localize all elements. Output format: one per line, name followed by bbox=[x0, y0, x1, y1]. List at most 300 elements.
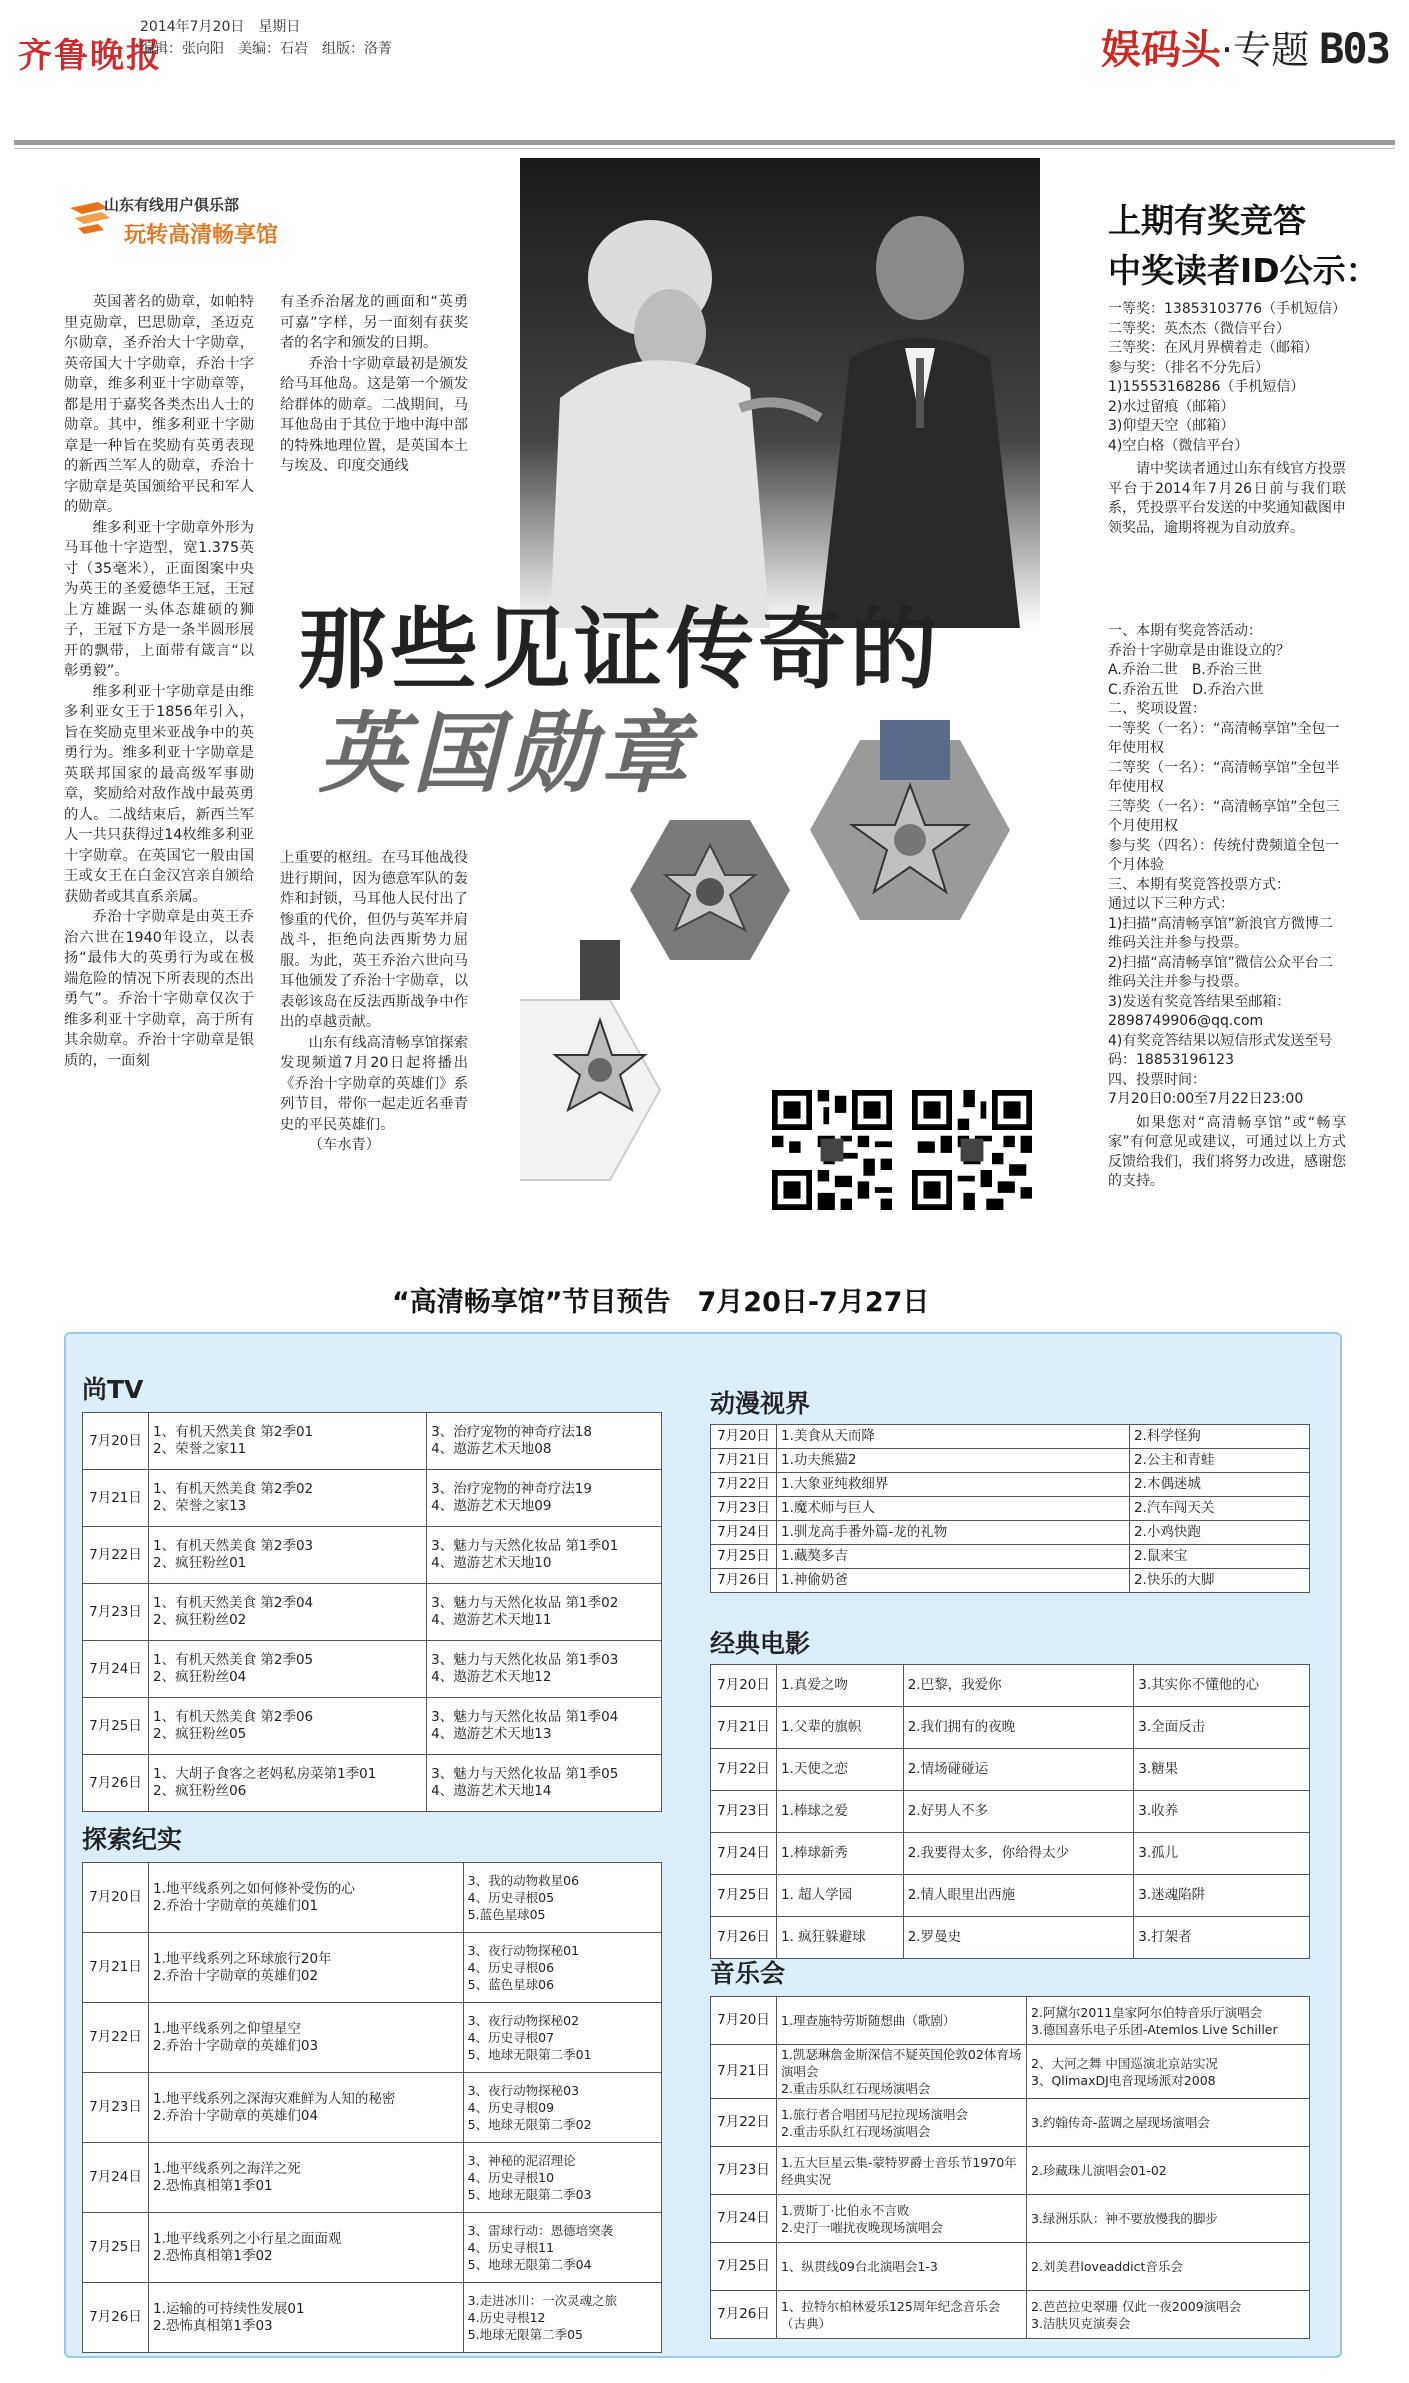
program-entry: 7月25日 bbox=[717, 1887, 770, 1903]
schedule-date bbox=[711, 1791, 777, 1833]
program-entry: 2.恐怖真相第1季03 bbox=[153, 2317, 273, 2334]
program-entry: 2、疯狂粉丝02 bbox=[153, 1612, 247, 1628]
program-entry: 1.理查施特劳斯随想曲（歌剧） bbox=[781, 2013, 956, 2028]
program-entry: 7月26日 bbox=[717, 2306, 770, 2322]
schedule-row bbox=[711, 2147, 1310, 2195]
schedule-date bbox=[711, 1875, 777, 1917]
program-cell bbox=[1134, 1665, 1310, 1707]
program-cell bbox=[777, 1791, 904, 1833]
schedule-row bbox=[83, 1413, 662, 1470]
program-entry: 4、遨游艺术天地12 bbox=[431, 1669, 552, 1685]
program-cell bbox=[149, 1933, 464, 2003]
schedule-row bbox=[711, 1521, 1310, 1545]
program-cell bbox=[777, 1707, 904, 1749]
program-cell bbox=[777, 1569, 1130, 1593]
program-entry: 3、魅力与天然化妆品 第1季01 bbox=[431, 1538, 619, 1554]
quiz-line: 二等奖（一名）：“高清畅享馆”全包半年使用权 bbox=[1108, 759, 1340, 795]
weibo-qr-code[interactable] bbox=[772, 1090, 892, 1210]
program-cell bbox=[903, 1665, 1134, 1707]
program-entry: 1、有机天然美食 第2季03 bbox=[153, 1538, 314, 1554]
program-entry: 3.迷魂陷阱 bbox=[1138, 1887, 1206, 1903]
program-entry: 2.重击乐队红石现场演唱会 bbox=[781, 2123, 931, 2139]
winner-entry: 二等奖：英杰杰（微信平台） bbox=[1108, 320, 1290, 337]
schedule-row bbox=[711, 1875, 1310, 1917]
program-entry: 7月25日 bbox=[717, 2258, 770, 2274]
program-cell bbox=[1134, 1791, 1310, 1833]
program-cell bbox=[777, 1917, 904, 1959]
headline-line-2: 英国勋章 bbox=[318, 702, 695, 805]
program-entry: 1.贾斯丁·比伯永不言败 bbox=[781, 2202, 910, 2218]
schedule-date bbox=[711, 1833, 777, 1875]
quiz-line: 2)扫描“高清畅享馆”微信公众平台二维码关注并参与投票。 bbox=[1108, 954, 1333, 990]
program-entry: 4、遨游艺术天地09 bbox=[431, 1498, 552, 1514]
schedule-date bbox=[83, 1698, 149, 1755]
program-cell bbox=[1129, 1497, 1309, 1521]
program-entry: 5、地球无限第二季02 bbox=[467, 2117, 592, 2132]
quiz-closing: 如果您对“高清畅享馆”或“畅享家”有何意见或建议，可通过以上方式反馈给我们，我们将努力改进，感谢您的支持。 bbox=[1108, 1114, 1346, 1189]
program-entry: 4、遨游艺术天地08 bbox=[431, 1441, 552, 1457]
quiz-line: 一等奖（一名）：“高清畅享馆”全包一年使用权 bbox=[1108, 720, 1340, 756]
article-paragraph: 有圣乔治屠龙的画面和“英勇可嘉”字样，另一面刻有获奖者的名字和颁发的日期。 bbox=[280, 294, 468, 351]
program-entry: 1.地平线系列之如何修补受伤的心 bbox=[153, 1880, 355, 1897]
program-entry: 7月26日 bbox=[717, 1572, 770, 1588]
program-entry: 2.木偶迷城 bbox=[1133, 1476, 1201, 1492]
program-cell bbox=[149, 1698, 427, 1755]
program-entry: 1、纵贯线09台北演唱会1-3 bbox=[781, 2259, 938, 2274]
winner-entry: 一等奖：13853103776（手机短信） bbox=[1108, 301, 1346, 317]
schedule-date bbox=[83, 1863, 149, 1933]
program-entry: 1.棒球之爱 bbox=[781, 1803, 848, 1819]
program-entry: 2.罗曼史 bbox=[907, 1929, 962, 1945]
section-header bbox=[1101, 18, 1389, 75]
program-entry: 1.驯龙高手番外篇-龙的礼物 bbox=[781, 1524, 948, 1540]
program-cell bbox=[777, 1449, 1130, 1473]
club-name: 山东有线用户俱乐部 bbox=[104, 196, 240, 214]
music-title: 音乐会 bbox=[710, 1959, 786, 1988]
program-entry: 7月23日 bbox=[89, 1603, 142, 1620]
program-cell bbox=[427, 1413, 662, 1470]
quiz-line: 四、投票时间： bbox=[1108, 1071, 1206, 1088]
program-cell bbox=[1027, 2291, 1310, 2339]
program-entry: 2、疯狂粉丝01 bbox=[153, 1555, 247, 1571]
schedule-date bbox=[83, 2143, 149, 2213]
program-cell bbox=[149, 1641, 427, 1698]
article-paragraph: 维多利亚十字勋章是由维多利亚女王于1856年引入，旨在奖励克里米亚战争中的英勇行为。维多利亚十字勋章是英联邦国家的最高级军事勋章，奖励给对敌作战中最英勇的人。二战结束后，新西兰军人一共只获得过14枚维多利亚十字勋章。在英国它一般由国王或女王在白金汉宫亲自颁给获勋者或其直系亲属。 bbox=[64, 683, 254, 905]
program-entry: 1、有机天然美食 第2季01 bbox=[153, 1424, 314, 1440]
program-entry: 1、有机天然美食 第2季02 bbox=[153, 1481, 314, 1497]
wechat-qr-code[interactable] bbox=[912, 1090, 1032, 1210]
schedule-row bbox=[83, 2003, 662, 2073]
program-entry: 7月22日 bbox=[89, 2029, 142, 2045]
schedule-row bbox=[711, 1473, 1310, 1497]
program-cell bbox=[149, 2003, 464, 2073]
program-entry: 2.刘美君loveaddict音乐会 bbox=[1031, 2259, 1183, 2274]
program-entry: 2.恐怖真相第1季02 bbox=[153, 2247, 273, 2264]
program-entry: 1、有机天然美食 第2季05 bbox=[153, 1652, 314, 1668]
program-cell bbox=[903, 1833, 1134, 1875]
header-rule bbox=[14, 140, 1395, 145]
program-cell bbox=[1134, 1875, 1310, 1917]
schedule-date bbox=[711, 2045, 777, 2099]
program-entry: 2、大河之舞 中国巡演北京站实况 bbox=[1031, 2055, 1218, 2071]
program-entry: 1、有机天然美食 第2季06 bbox=[153, 1709, 314, 1725]
schedule-date bbox=[711, 1425, 777, 1449]
program-entry: 1.地平线系列之小行星之面面观 bbox=[153, 2230, 342, 2247]
quiz-line: A.乔治二世 B.乔治三世 bbox=[1108, 662, 1262, 678]
schedule-row bbox=[83, 2283, 662, 2353]
program-entry: 2.史汀一嗺扰夜晚现场演唱会 bbox=[781, 2219, 943, 2235]
program-entry: 7月26日 bbox=[717, 1929, 770, 1945]
program-cell bbox=[903, 1875, 1134, 1917]
schedule-row bbox=[711, 1449, 1310, 1473]
program-entry: 7月20日 bbox=[89, 1432, 142, 1449]
program-entry: 2.公主和青蛙 bbox=[1133, 1452, 1215, 1468]
program-cell bbox=[463, 2003, 661, 2073]
article-paragraph: 上重要的枢纽。在马耳他战役进行期间，因为德意军队的轰炸和封锁，马耳他人民付出了惨重的代价，但仍与英军并肩战斗，拒绝向法西斯势力屈服。为此，英王乔治六世向马耳他颁发了乔治十字勋章，以表彰该岛在反法西斯战争中作出的卓越贡献。 bbox=[280, 850, 468, 1030]
schedule-row bbox=[711, 1545, 1310, 1569]
schedule-row bbox=[711, 1749, 1310, 1791]
program-cell bbox=[149, 1413, 427, 1470]
program-entry: 1. 疯狂躲避球 bbox=[781, 1929, 866, 1945]
schedule-row bbox=[711, 1665, 1310, 1707]
program-cell bbox=[427, 1698, 662, 1755]
program-entry: 2、疯狂粉丝05 bbox=[153, 1726, 247, 1742]
program-entry: 7月25日 bbox=[717, 1548, 770, 1564]
quiz-line: 参与奖（四名）：传统付费频道全包一个月体验 bbox=[1108, 837, 1339, 873]
program-cell bbox=[1027, 1997, 1310, 2045]
program-entry: 1.美食从天而降 bbox=[781, 1428, 875, 1444]
program-entry: 7月22日 bbox=[717, 1761, 770, 1777]
program-cell bbox=[427, 1755, 662, 1812]
winner-entry: 1)15553168286（手机短信） bbox=[1108, 379, 1305, 395]
quiz-line: 三、本期有奖竞答投票方式： bbox=[1108, 876, 1290, 893]
program-entry: 7月22日 bbox=[717, 1476, 770, 1492]
program-cell bbox=[1027, 2243, 1310, 2291]
schedule-date bbox=[711, 1707, 777, 1749]
program-cell bbox=[903, 1749, 1134, 1791]
program-cell bbox=[463, 2143, 661, 2213]
schedule-date bbox=[711, 1449, 777, 1473]
program-cell bbox=[777, 2243, 1027, 2291]
program-entry: 5、地球无限第二季03 bbox=[467, 2187, 592, 2202]
schedule-row bbox=[711, 1569, 1310, 1593]
movies-title: 经典电影 bbox=[710, 1629, 811, 1658]
program-entry: 1.神偷奶爸 bbox=[781, 1572, 848, 1588]
program-entry: 7月21日 bbox=[89, 1959, 142, 1975]
program-entry: 7月26日 bbox=[89, 1774, 142, 1791]
schedule-date bbox=[83, 1933, 149, 2003]
program-entry: 7月20日 bbox=[89, 1889, 142, 1905]
program-entry: 2.科学怪狗 bbox=[1133, 1428, 1201, 1444]
article-column-2 bbox=[280, 292, 468, 477]
program-entry: 1.大象亚纯救细界 bbox=[781, 1476, 889, 1492]
schedule-date bbox=[83, 1641, 149, 1698]
program-entry: 2.快乐的大脚 bbox=[1133, 1572, 1215, 1588]
program-entry: 3.德国喜乐电子乐团-Atemlos Live Schiller bbox=[1031, 2021, 1278, 2037]
issue-meta bbox=[140, 16, 392, 60]
program-entry: 2.重击乐队红石现场演唱会 bbox=[781, 2081, 931, 2096]
schedule-row bbox=[711, 2045, 1310, 2099]
schedule-date bbox=[711, 1545, 777, 1569]
program-cell bbox=[427, 1527, 662, 1584]
program-cell bbox=[903, 1791, 1134, 1833]
schedule-row bbox=[711, 2291, 1310, 2339]
program-cell bbox=[1134, 1917, 1310, 1959]
program-cell bbox=[903, 1707, 1134, 1749]
schedule-row bbox=[83, 1863, 662, 1933]
program-entry: 3、治疗宠物的神奇疗法19 bbox=[431, 1481, 592, 1497]
program-entry: 3.其实你不懂他的心 bbox=[1138, 1677, 1260, 1693]
program-entry: 3.绿洲乐队：神不要放慢我的脚步 bbox=[1031, 2211, 1218, 2226]
section-separator: · bbox=[1221, 28, 1234, 72]
program-cell bbox=[427, 1584, 662, 1641]
program-cell bbox=[777, 2291, 1027, 2339]
schedule-date bbox=[83, 1413, 149, 1470]
schedule-date bbox=[83, 1470, 149, 1527]
schedule-date bbox=[711, 1749, 777, 1791]
program-entry: 7月20日 bbox=[717, 1428, 770, 1444]
schedule-date bbox=[711, 1997, 777, 2045]
program-entry: 1.旅行者合唱团马尼拉现场演唱会 bbox=[781, 2106, 968, 2122]
quiz-line: 乔治十字勋章是由谁设立的？ bbox=[1108, 642, 1290, 659]
article-paragraph: 乔治十字勋章最初是颁发给马耳他岛。这是第一个颁发给群体的勋章。二战期间，马耳他岛由于其位于地中海中部的特殊地理位置，是英国本土与埃及、印度交通线 bbox=[280, 355, 468, 474]
program-entry: 2.好男人不多 bbox=[907, 1803, 989, 1819]
program-entry: 2.阿黛尔2011皇家阿尔伯特音乐厅演唱会 bbox=[1031, 2004, 1263, 2020]
program-entry: 5.蓝色星球05 bbox=[467, 1907, 546, 1922]
program-cell bbox=[777, 1473, 1130, 1497]
program-entry: 7月24日 bbox=[89, 2169, 142, 2185]
schedule-row bbox=[711, 1425, 1310, 1449]
program-entry: 1.五大巨星云集-蒙特罗爵士音乐节1970年经典实况 bbox=[781, 2154, 1017, 2187]
program-entry: 7月25日 bbox=[89, 1717, 142, 1734]
schedule-row bbox=[711, 1917, 1310, 1959]
program-cell bbox=[777, 1665, 904, 1707]
program-cell bbox=[1129, 1569, 1309, 1593]
program-entry: 1.父辈的旗帜 bbox=[781, 1719, 862, 1735]
program-cell bbox=[1129, 1545, 1309, 1569]
schedule-row bbox=[711, 1791, 1310, 1833]
program-entry: 2、疯狂粉丝06 bbox=[153, 1783, 247, 1799]
program-entry: 2.乔治十字勋章的英雄们03 bbox=[153, 2037, 319, 2054]
newspaper-name: 齐鲁晚报 bbox=[18, 36, 162, 76]
anime-title: 动漫视界 bbox=[710, 1389, 811, 1418]
schedule-date bbox=[83, 1755, 149, 1812]
program-entry: 2、荣誉之家11 bbox=[153, 1441, 247, 1457]
program-entry: 3、QlimaxDJ电音现场派对2008 bbox=[1031, 2072, 1216, 2088]
quiz-line: 1)扫描“高清畅享馆”新浪官方微博二维码关注并参与投票。 bbox=[1108, 915, 1333, 951]
schedule-date bbox=[711, 1497, 777, 1521]
program-cell bbox=[149, 2213, 464, 2283]
program-cell bbox=[1027, 2099, 1310, 2147]
schedule-row bbox=[83, 2213, 662, 2283]
program-entry: 1.棒球新秀 bbox=[781, 1845, 848, 1861]
program-entry: 1.藏獒多吉 bbox=[781, 1548, 848, 1564]
program-cell bbox=[149, 1527, 427, 1584]
quiz-line: 通过以下三种方式： bbox=[1108, 896, 1234, 912]
program-entry: 1.地平线系列之海洋之死 bbox=[153, 2160, 301, 2177]
program-cell bbox=[777, 2045, 1027, 2099]
header-rule-thin bbox=[14, 148, 1395, 149]
program-cell bbox=[903, 1917, 1134, 1959]
quiz-line: C.乔治五世 D.乔治六世 bbox=[1108, 681, 1264, 698]
page-number: B03 bbox=[1319, 24, 1389, 73]
schedule-row bbox=[711, 2243, 1310, 2291]
program-entry: 2.我们拥有的夜晚 bbox=[907, 1719, 1016, 1735]
winners-list bbox=[1108, 300, 1346, 538]
schedule-row bbox=[83, 1755, 662, 1812]
program-entry: 4、历史寻根09 bbox=[467, 2100, 555, 2115]
program-entry: 4、遨游艺术天地13 bbox=[431, 1726, 552, 1742]
movies-table bbox=[710, 1664, 1310, 1959]
program-entry: 7月24日 bbox=[717, 1845, 770, 1861]
program-entry: 3、魅力与天然化妆品 第1季03 bbox=[431, 1652, 619, 1668]
program-cell bbox=[777, 1425, 1130, 1449]
winners-notice: 请中奖读者通过山东有线官方投票平台于2014年7月26日前与我们联系，凭投票平台发送的中奖通知截图申领奖品，逾期将视为自动放弃。 bbox=[1108, 461, 1346, 536]
program-entry: 4、遨游艺术天地11 bbox=[431, 1612, 552, 1628]
program-cell bbox=[777, 1875, 904, 1917]
program-entry: 2.恐怖真相第1季01 bbox=[153, 2177, 273, 2194]
program-cell bbox=[149, 1863, 464, 1933]
program-cell bbox=[463, 2283, 661, 2353]
quiz-block bbox=[1108, 622, 1346, 1192]
program-entry: 1.地平线系列之环球旅行20年 bbox=[153, 1950, 332, 1967]
program-entry: 7月21日 bbox=[717, 1452, 770, 1468]
club-slogan: 玩转高清畅享馆 bbox=[124, 223, 279, 248]
program-entry: 2.乔治十字勋章的英雄们01 bbox=[153, 1897, 319, 1914]
program-entry: 3.糖果 bbox=[1138, 1761, 1179, 1777]
program-cell bbox=[149, 1584, 427, 1641]
program-entry: 2.情场碰碰运 bbox=[907, 1761, 989, 1777]
program-entry: 7月23日 bbox=[717, 2162, 770, 2178]
program-cell bbox=[1129, 1449, 1309, 1473]
program-entry: 2.汽车闯天关 bbox=[1133, 1500, 1215, 1516]
program-entry: 2、疯狂粉丝04 bbox=[153, 1669, 247, 1685]
quiz-line: 4)有奖竞答结果以短信形式发送至号码：18853196123 bbox=[1108, 1032, 1333, 1068]
program-entry: 7月26日 bbox=[89, 2309, 142, 2325]
program-cell bbox=[777, 1833, 904, 1875]
program-entry: 3、魅力与天然化妆品 第1季05 bbox=[431, 1766, 619, 1782]
article-paragraph: 英国著名的勋章，如帕特里克勋章，巴思勋章，圣迈克尔勋章，圣乔治大十字勋章，英帝国大十字勋章，乔治十字勋章，维多利亚十字勋章等，都是用于嘉奖各类杰出人士的勋章。其中，维多利亚十字勋章是一种旨在奖励有英勇表现的新西兰军人的勋章，乔治十字勋章是英国颁给平民和军人的勋章。 bbox=[64, 294, 254, 515]
program-entry: 3、我的动物救星06 bbox=[467, 1873, 580, 1888]
program-cell bbox=[1129, 1521, 1309, 1545]
program-entry: 2.情人眼里出西施 bbox=[907, 1887, 1016, 1903]
schedule-title: “高清畅享馆”节目预告 7月20日-7月27日 bbox=[392, 1287, 930, 1318]
schedule-row bbox=[711, 1707, 1310, 1749]
quiz-line: 二、奖项设置： bbox=[1108, 701, 1206, 717]
program-entry: 1.地平线系列之深海灾难鲜为人知的秘密 bbox=[153, 2090, 396, 2107]
program-entry: 1.功夫熊猫2 bbox=[781, 1452, 857, 1468]
program-entry: 2.乔治十字勋章的英雄们02 bbox=[153, 1967, 319, 1984]
article-column-1 bbox=[64, 292, 254, 1071]
schedule-row bbox=[83, 1470, 662, 1527]
issue-date: 2014年7月20日 星期日 bbox=[140, 19, 301, 35]
program-cell bbox=[149, 2283, 464, 2353]
program-cell bbox=[1134, 1707, 1310, 1749]
program-cell bbox=[463, 1863, 661, 1933]
schedule-date bbox=[711, 2195, 777, 2243]
program-cell bbox=[777, 1521, 1130, 1545]
program-entry: 7月20日 bbox=[717, 2012, 770, 2028]
program-entry: 4.历史寻根12 bbox=[467, 2310, 546, 2325]
program-entry: 7月21日 bbox=[717, 1719, 770, 1735]
program-entry: 2、荣誉之家13 bbox=[153, 1498, 247, 1514]
program-cell bbox=[777, 2099, 1027, 2147]
program-entry: 7月20日 bbox=[717, 1677, 770, 1693]
article-column-3 bbox=[280, 848, 468, 1156]
program-entry: 4、历史寻根05 bbox=[467, 1890, 555, 1905]
program-entry: 4、历史寻根06 bbox=[467, 1960, 555, 1975]
program-entry: 4、历史寻根10 bbox=[467, 2170, 555, 2185]
program-entry: 3.走进冰川：一次灵魂之旅 bbox=[467, 2293, 618, 2308]
program-entry: 2.鼠来宝 bbox=[1133, 1548, 1188, 1564]
program-entry: 2.巴黎，我爱你 bbox=[907, 1677, 1002, 1693]
program-cell bbox=[1027, 2195, 1310, 2243]
schedule-date bbox=[711, 1569, 777, 1593]
program-entry: 2.我要得太多，你给得太少 bbox=[907, 1845, 1070, 1861]
program-entry: 7月21日 bbox=[89, 1489, 142, 1506]
headline-line-1: 那些见证传奇的 bbox=[298, 598, 943, 701]
program-entry: 1. 超人学园 bbox=[781, 1887, 853, 1903]
schedule-row bbox=[83, 1641, 662, 1698]
program-entry: 7月24日 bbox=[89, 1660, 142, 1677]
schedule-row bbox=[711, 2099, 1310, 2147]
program-entry: 7月24日 bbox=[717, 1524, 770, 1540]
program-entry: 7月23日 bbox=[717, 1500, 770, 1516]
quiz-line: 7月20日0:00至7月22日23:00 bbox=[1108, 1091, 1304, 1107]
program-cell bbox=[777, 2195, 1027, 2243]
award-ceremony-photo bbox=[520, 158, 1040, 628]
program-entry: 3、魅力与天然化妆品 第1季02 bbox=[431, 1595, 619, 1611]
schedule-row bbox=[83, 2073, 662, 2143]
program-cell bbox=[463, 1933, 661, 2003]
schedule-row bbox=[83, 1527, 662, 1584]
program-cell bbox=[149, 1470, 427, 1527]
program-entry: 1、大胡子食客之老妈私房菜第1季01 bbox=[153, 1766, 377, 1782]
subsection-name: 专题 bbox=[1233, 28, 1310, 72]
program-cell bbox=[149, 1755, 427, 1812]
schedule-date bbox=[83, 2213, 149, 2283]
program-cell bbox=[1129, 1473, 1309, 1497]
music-table bbox=[710, 1996, 1310, 2339]
program-entry: 3.打架者 bbox=[1138, 1929, 1192, 1945]
article-paragraph: 山东有线高清畅享馆探索发现频道7月20日起将播出《乔治十字勋章的英雄们》系列节目，带你一起走近名垂青史的平民英雄们。 bbox=[280, 1034, 468, 1133]
program-entry: 3.全面反击 bbox=[1138, 1719, 1206, 1735]
program-cell bbox=[1134, 1833, 1310, 1875]
schedule-date bbox=[711, 1521, 777, 1545]
program-entry: 7月22日 bbox=[89, 1546, 142, 1563]
program-entry: 5、地球无限第二季01 bbox=[467, 2047, 592, 2062]
program-entry: 2.芭芭拉史翠珊 仅此一夜2009演唱会 bbox=[1031, 2298, 1242, 2314]
program-entry: 4、历史寻根11 bbox=[467, 2240, 555, 2255]
schedule-date bbox=[711, 2291, 777, 2339]
program-entry: 5、蓝色星球06 bbox=[467, 1977, 555, 1992]
winner-entry: 2)水过留痕（邮箱） bbox=[1108, 398, 1235, 415]
program-cell bbox=[463, 2073, 661, 2143]
schedule-date bbox=[83, 2073, 149, 2143]
program-entry: 1.地平线系列之仰望星空 bbox=[153, 2020, 301, 2037]
program-cell bbox=[427, 1470, 662, 1527]
program-cell bbox=[1134, 1749, 1310, 1791]
program-cell bbox=[777, 1997, 1027, 2045]
program-cell bbox=[777, 2147, 1027, 2195]
quiz-line: 一、本期有奖竞答活动： bbox=[1108, 623, 1262, 639]
winner-entry: 三等奖：在风月界横着走（邮箱） bbox=[1108, 340, 1318, 356]
program-entry: 7月23日 bbox=[717, 1803, 770, 1819]
program-entry: 3、治疗宠物的神奇疗法18 bbox=[431, 1424, 592, 1440]
program-entry: 3、雷球行动：恩德培突袭 bbox=[467, 2223, 614, 2238]
shang-tv-table bbox=[82, 1412, 662, 1812]
schedule-date bbox=[83, 1527, 149, 1584]
